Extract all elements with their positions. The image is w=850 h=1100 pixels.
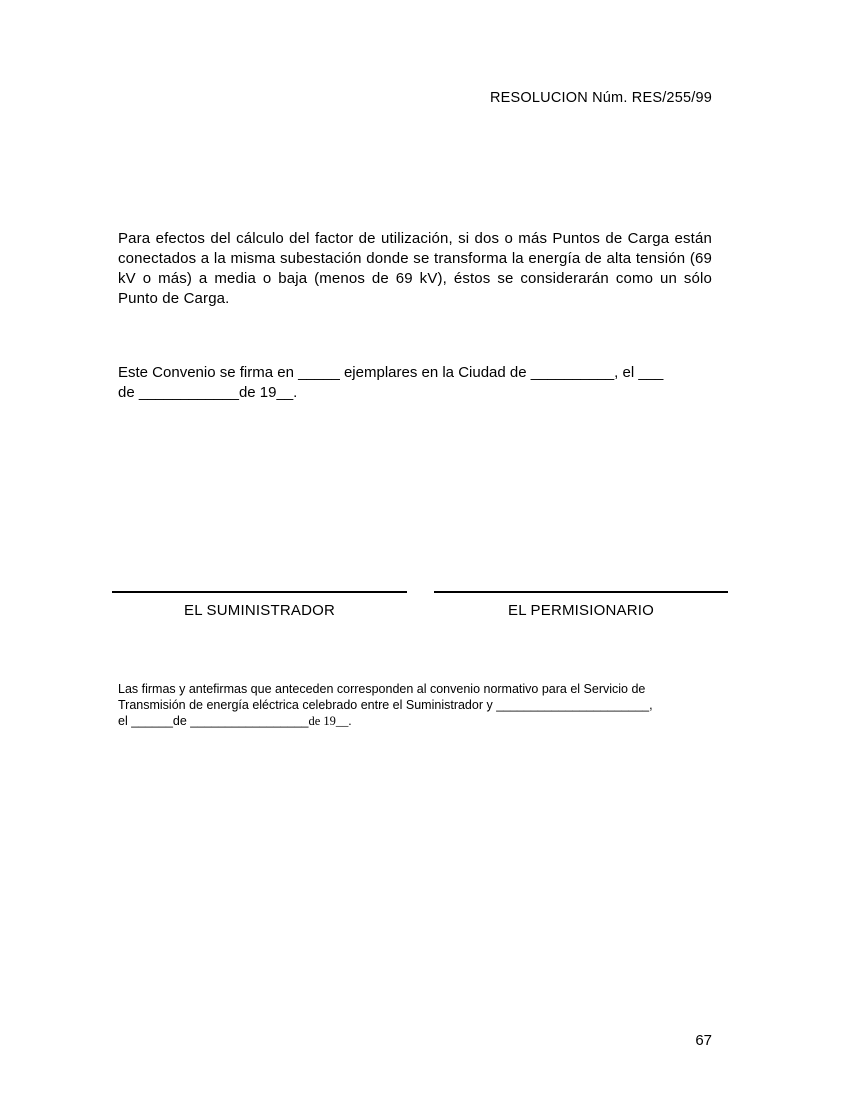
note-line-3-year: de 19__. xyxy=(308,714,352,728)
paragraph-load-points: Para efectos del cálculo del factor de utilización, si dos o más Puntos de Carga están conectados a la misma subestación donde se transforma la energía de alta tensión (69 kV o más) a media o baja (menos de 69 kV), éstos se considerarán como un sólo Punto de Carga. xyxy=(118,230,712,307)
paragraph-agreement-signing xyxy=(118,363,712,403)
signature-line-permit-holder xyxy=(434,591,728,593)
signatures-note xyxy=(118,681,718,729)
note-line-1: Las firmas y antefirmas que anteceden corresponden al convenio normativo para el Servicio de xyxy=(118,682,646,696)
signature-label-permit-holder: EL PERMISIONARIO xyxy=(507,602,654,619)
agreement-line-1: Este Convenio se firma en _____ ejemplares en la Ciudad de __________, el ___ xyxy=(118,364,664,381)
note-line-3-date: el ______de _________________ xyxy=(118,714,309,728)
note-line-3 xyxy=(118,713,718,729)
signature-label-supplier: EL SUMINISTRADOR xyxy=(184,602,335,619)
note-line-2: Transmisión de energía eléctrica celebrado entre el Suministrador y ______________________, xyxy=(118,698,653,712)
agreement-line-2: de ____________de 19__. xyxy=(118,384,298,401)
page-number: 67 xyxy=(695,1032,712,1049)
signature-line-supplier xyxy=(112,591,407,593)
resolution-header: RESOLUCION Núm. RES/255/99 xyxy=(490,90,712,106)
